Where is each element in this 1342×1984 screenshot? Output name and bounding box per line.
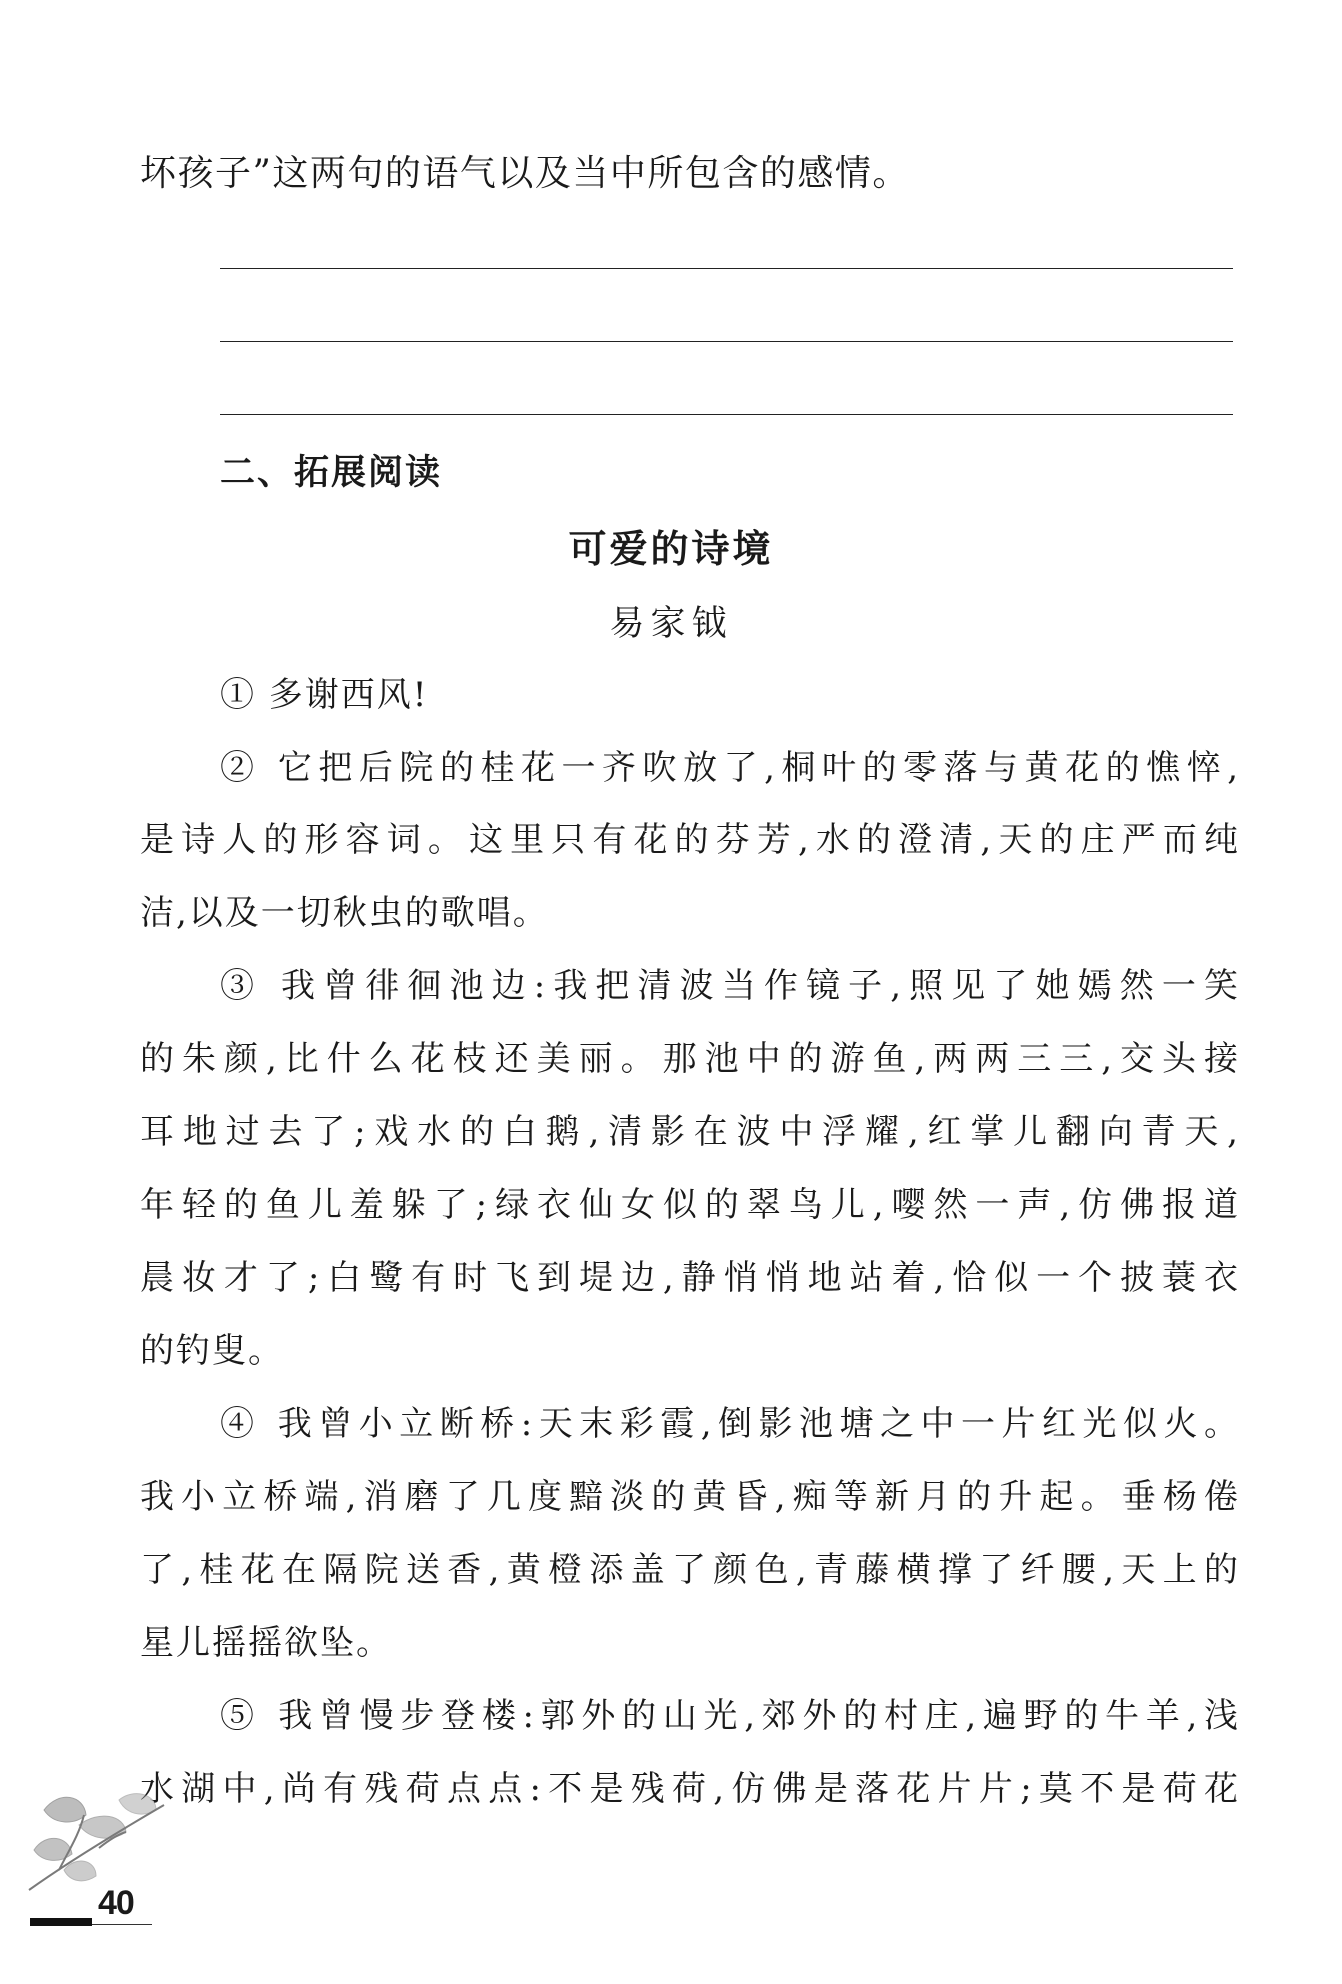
article-author: 易家钺 — [609, 604, 733, 644]
paragraph-line: 晨妆才了;白鹭有时飞到堤边,静悄悄地站着,恰似一个披蓑衣 — [140, 1258, 1240, 1298]
paragraph-line: ③ 我曾徘徊池边:我把清波当作镜子,照见了她嫣然一笑 — [220, 966, 1240, 1006]
paragraph-line: 的朱颜,比什么花枝还美丽。那池中的游鱼,两两三三,交头接 — [140, 1039, 1240, 1079]
paragraph-line: 了,桂花在隔院送香,黄橙添盖了颜色,青藤横撑了纤腰,天上的 — [140, 1550, 1240, 1590]
section-title: 二、拓展阅读 — [220, 453, 443, 493]
footer-rule — [92, 1924, 152, 1925]
paragraph-line: 的钓叟。 — [140, 1331, 284, 1371]
paragraph-line: 洁,以及一切秋虫的歌唱。 — [140, 893, 549, 933]
answer-line-2[interactable] — [220, 341, 1233, 342]
paragraph-line: 水湖中,尚有残荷点点:不是残荷,仿佛是落花片片;莫不是荷花 — [140, 1769, 1240, 1809]
paragraph-line: 星儿摇摇欲坠。 — [140, 1623, 392, 1663]
answer-line-1[interactable] — [220, 268, 1233, 269]
paragraph-line: ④ 我曾小立断桥:天末彩霞,倒影池塘之中一片红光似火。 — [220, 1404, 1240, 1444]
paragraph-line: 年轻的鱼儿羞躲了;绿衣仙女似的翠鸟儿,嘤然一声,仿佛报道 — [140, 1185, 1240, 1225]
paragraph-line: 耳地过去了;戏水的白鹅,清影在波中浮耀,红掌儿翻向青天, — [140, 1112, 1240, 1152]
answer-line-3[interactable] — [220, 414, 1233, 415]
page-number: 40 — [98, 1884, 134, 1922]
footer-bar — [30, 1918, 92, 1926]
question-continuation: 坏孩子”这两句的语气以及当中所包含的感情。 — [140, 153, 910, 194]
paragraph-line: 我小立桥端,消磨了几度黯淡的黄昏,痴等新月的升起。垂杨倦 — [140, 1477, 1240, 1517]
paragraph-line: ⑤ 我曾慢步登楼:郭外的山光,郊外的村庄,遍野的牛羊,浅 — [220, 1696, 1240, 1736]
article-title: 可爱的诗境 — [568, 527, 774, 571]
paragraph-line: 是诗人的形容词。这里只有花的芬芳,水的澄清,天的庄严而纯 — [140, 820, 1240, 860]
paragraph-line: ① 多谢西风! — [220, 675, 429, 715]
paragraph-line: ② 它把后院的桂花一齐吹放了,桐叶的零落与黄花的憔悴, — [220, 748, 1240, 788]
